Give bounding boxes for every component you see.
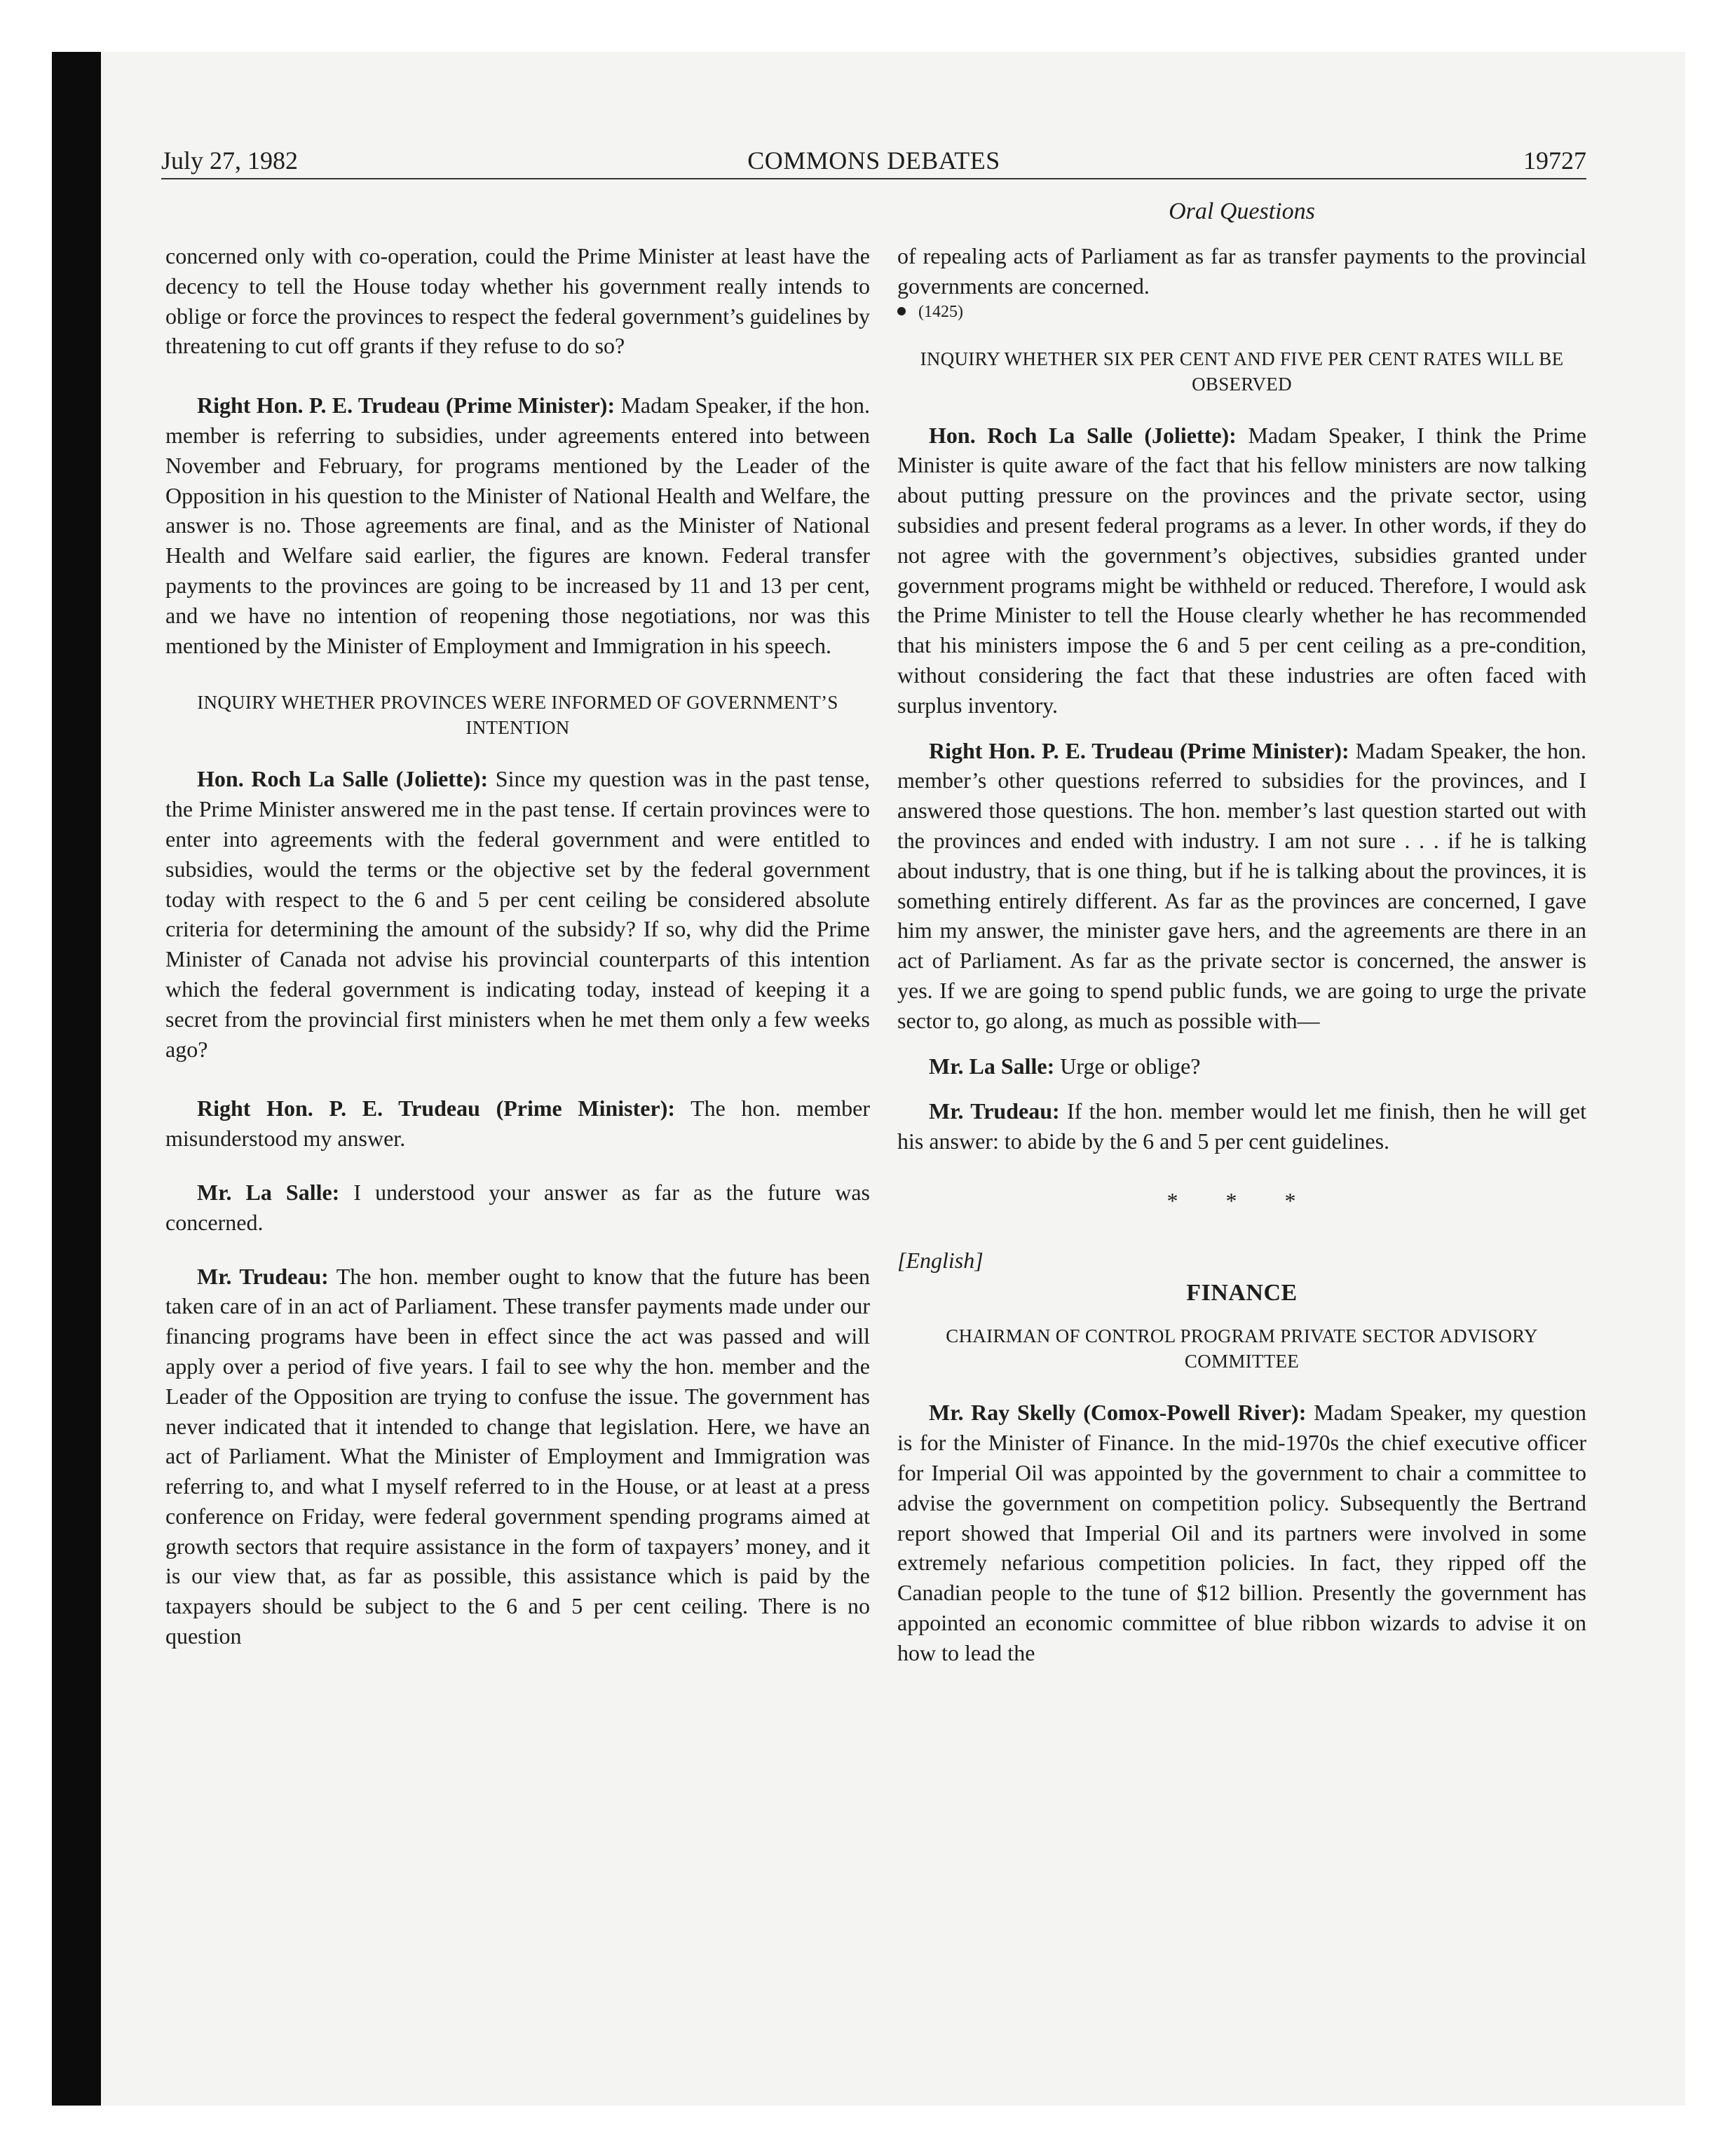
speaker-name: Mr. Ray Skelly (Comox-Powell River): [929,1400,1307,1426]
binding-edge [52,52,101,2106]
speech-paragraph [897,1096,1586,1157]
speaker-name: Mr. Trudeau: [929,1098,1060,1124]
paragraph-continued: of repealing acts of Parliament as far as transfer payments to the provincial governments are concerned. [897,243,1586,299]
speech-text: The hon. member ought to know that the future has been taken care of in an act of Parliament. These transfer payments made under our financing programs have been in effect since the act was passed and will apply over a period of five years. I fail to see why the hon. member and the Leader of the Opposition are trying to confuse the issue. The government has never indicated that it intended to change that legislation. Here, we have an act of Parliament. What the Minister of Employment and Immigration was referring to, and what I myself referred to in the House, or at least at a press conference on Friday, were federal government spending programs aimed at growth sectors that require assistance in the form of taxpayers’ money, and it is our view that, as far as possible, this assistance which is paid by the taxpayers should be subject to the 6 and 5 per cent ceiling. There is no question [165,1263,871,1649]
speech-paragraph [897,1398,1586,1667]
section-title: FINANCE [1186,1279,1298,1306]
section-subheading: CHAIRMAN OF CONTROL PROGRAM PRIVATE SECTOR ADVISORY COMMITTEE [946,1325,1538,1372]
running-head: Oral Questions [1169,198,1315,224]
speech-text: I understood your answer as far as the future was concerned. [165,1179,871,1235]
page-header [161,143,1586,178]
section-subheading: INQUIRY WHETHER PROVINCES WERE INFORMED OF GOVERNMENT’S INTENTION [197,692,838,739]
speech-paragraph [897,421,1586,721]
paragraph-continued: concerned only with co-operation, could the Prime Minister at least have the decency to tell the House today whether his government really intends to oblige or force the provinces to respect the federal government’s guidelines by threatening to cut off grants if they refuse to do so? [165,243,870,359]
speaker-name: Mr. La Salle: [197,1179,340,1205]
header-publication: COMMONS DEBATES [747,146,1000,175]
speech-paragraph [897,1051,1586,1082]
speaker-name: Mr. La Salle: [929,1053,1055,1079]
speaker-name: Right Hon. P. E. Trudeau (Prime Minister): [929,737,1349,763]
speaker-name: Hon. Roch La Salle (Joliette): [929,422,1237,448]
right-column [897,241,1586,1667]
speech-text: Madam Speaker, the hon. member’s other questions referred to subsidies for the provinces, and I answered those questions. The hon. member’s last question started out with the provinces and ended with industry. I am not sure . . . if he is talking about industry, that is one thing, but if he is talking about the provinces, it is something entirely different. As far as the provinces are concerned, I gave him my answer, the minister gave hers, and the agreements are there in an act of Parliament. As far as the private sector is concerned, the answer is yes. If we are going to spend public funds, we are going to urge the private sector to, go along, as much as possible with— [897,737,1587,1033]
header-page-number: 19727 [1523,146,1586,175]
speech-text: Madam Speaker, if the hon. member is referring to subsidies, under agreements entered into between November and February, for programs mentioned by the Leader of the Opposition in his question to the Minister of National Health and Welfare, the answer is no. Those agreements are final, and as the Minister of National Health and Welfare said earlier, the figures are known. Federal transfer payments to the provinces are going to be increased by 11 and 13 per cent, and we have no intention of reopening those negotiations, nor was this mentioned by the Minister of Employment and Immigration in his speech. [165,393,870,658]
speech-text: Since my question was in the past tense, the Prime Minister answered me in the past tense. If certain provinces were to enter into agreements with the federal government and were entitled to subsidies, would the terms or the objective set by the federal government today with respect to the 6 and 5 per cent ceiling be considered absolute criteria for determining the amount of the subsidy? If so, why did the Prime Minister of Canada not advise his provincial counterparts of this intention which the federal government is indicating today, instead of keeping it a secret from the provincial first ministers when he met them only a few weeks ago? [165,766,871,1062]
speech-text: Urge or oblige? [1060,1053,1201,1079]
speech-paragraph [165,764,870,1064]
speaker-name: Right Hon. P. E. Trudeau (Prime Minister): [197,1096,676,1121]
speech-paragraph [165,1178,870,1238]
speech-text: The hon. member misunderstood my answer. [165,1096,871,1152]
bullet-icon [897,307,906,315]
left-column [165,241,870,1651]
time-stamp: (1425) [918,302,963,321]
speech-paragraph [165,1262,870,1651]
header-date: July 27, 1982 [161,146,299,175]
section-divider-stars: * * * [1166,1187,1317,1213]
speaker-name: Right Hon. P. E. Trudeau (Prime Minister): [197,393,615,418]
section-subheading: INQUIRY WHETHER SIX PER CENT AND FIVE PER CENT RATES WILL BE OBSERVED [920,348,1564,395]
speech-paragraph [165,390,870,660]
language-tag: [English] [897,1247,984,1273]
speaker-name: Mr. Trudeau: [197,1263,329,1289]
header-rule [161,178,1586,179]
speaker-name: Hon. Roch La Salle (Joliette): [197,766,489,792]
speech-paragraph [897,736,1586,1036]
speech-text: If the hon. member would let me finish, then he will get his answer: to abide by the 6 and 5 per cent guidelines. [897,1098,1587,1154]
time-marker [897,301,1586,322]
speech-paragraph [165,1093,870,1154]
speech-text: Madam Speaker, my question is for the Minister of Finance. In the mid-1970s the chief executive officer for Imperial Oil was appointed by the government to chair a committee to advise the government on competition policy. Subsequently the Bertrand report showed that Imperial Oil and its partners were involved in some extremely nefarious competition policies. In fact, they ripped off the Canadian people to the tune of $12 billion. Presently the government has appointed an economic committee of blue ribbon wizards to advise it on how to lead the [897,1400,1587,1665]
speech-text: Madam Speaker, I think the Prime Minister is quite aware of the fact that his fellow ministers are now talking about putting pressure on the provinces and the private sector, using subsidies and present federal programs as a lever. In other words, if they do not agree with the government’s objectives, subsidies granted under government programs might be withheld or reduced. Therefore, I would ask the Prime Minister to tell the House clearly whether he has recommended that his ministers impose the 6 and 5 per cent ceiling as a pre-condition, without considering the fact that these industries are often faced with surplus inventory. [897,422,1587,718]
